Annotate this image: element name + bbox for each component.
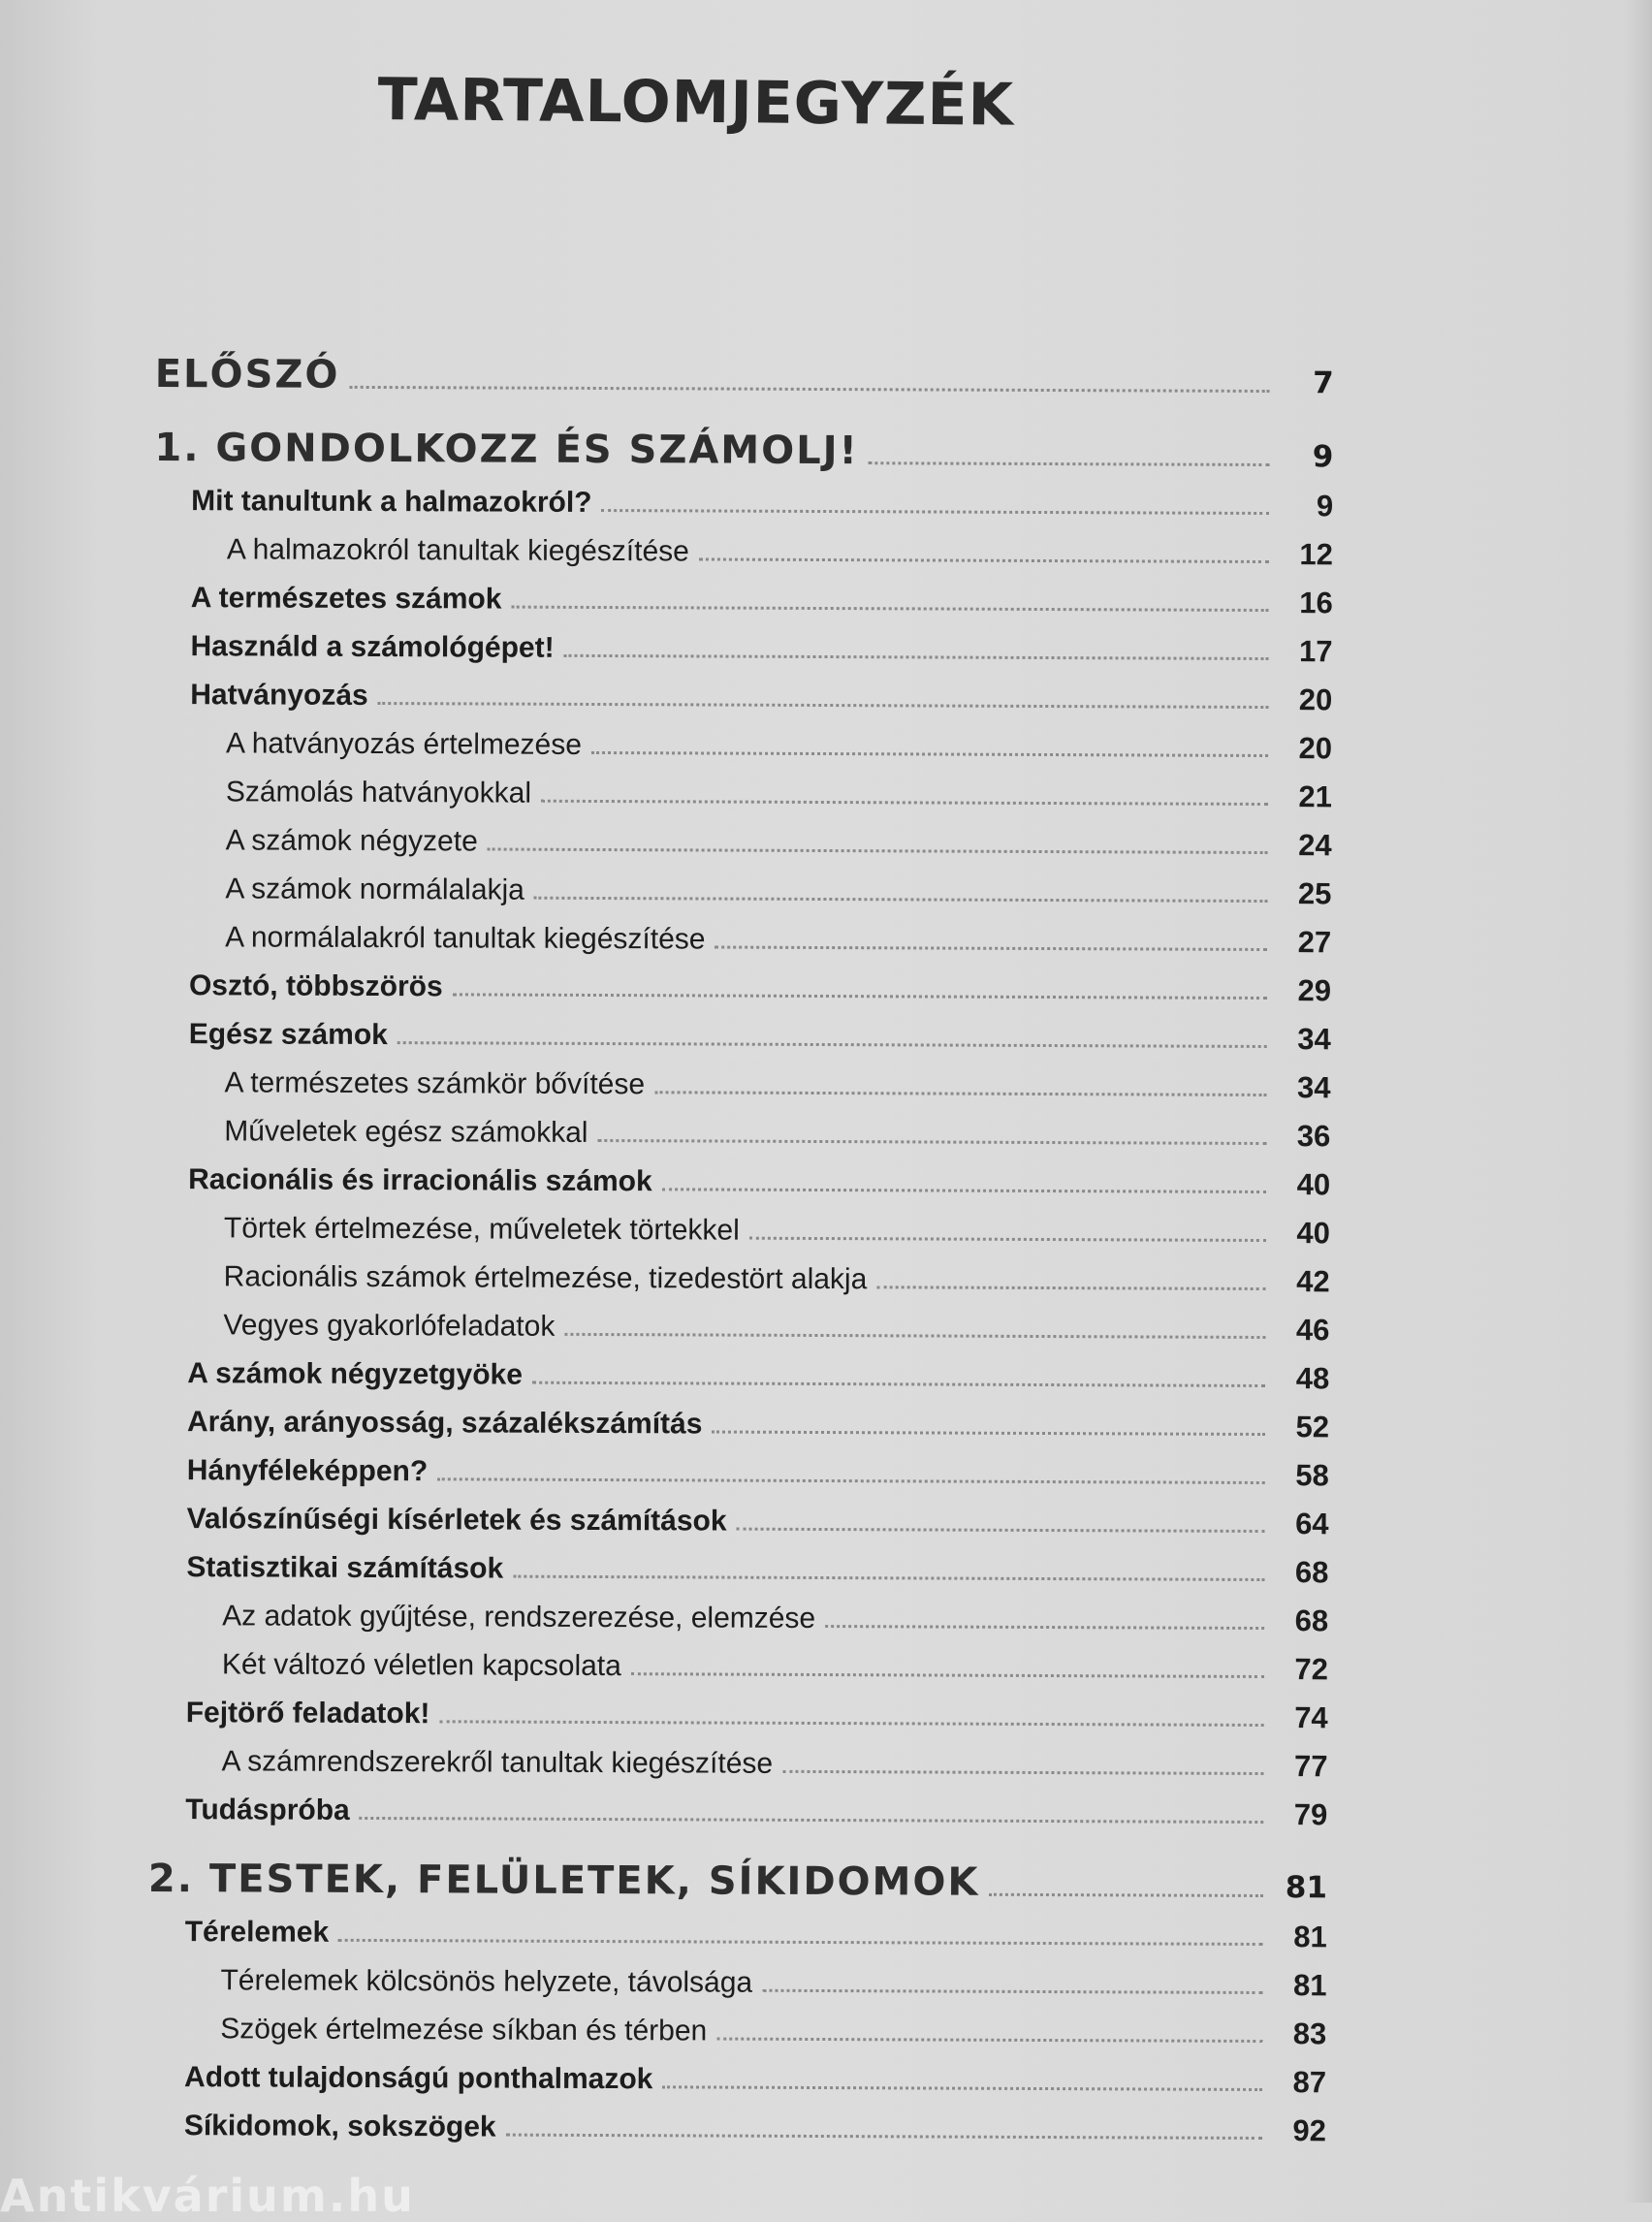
toc-entry-label: A természetes számkör bővítése bbox=[224, 1066, 646, 1101]
toc-entry-sub bbox=[149, 1631, 1329, 1687]
toc-entry-page-number: 58 bbox=[1295, 1458, 1329, 1493]
toc-entry-label: A természetes számok bbox=[190, 582, 502, 616]
dot-leader bbox=[513, 1575, 1264, 1581]
toc-entry-page-number: 16 bbox=[1299, 586, 1333, 620]
toc-entry-label: A normálalakról tanultak kiegészítése bbox=[225, 921, 706, 956]
toc-entry-section bbox=[147, 2092, 1326, 2148]
dot-leader bbox=[699, 557, 1269, 563]
toc-entry-page-number: 87 bbox=[1292, 2065, 1327, 2100]
toc-entry-sub bbox=[149, 1582, 1329, 1638]
toc-entry-sub bbox=[151, 1194, 1330, 1251]
toc-entry-page-number: 92 bbox=[1292, 2113, 1326, 2148]
table-of-contents bbox=[147, 320, 1334, 2148]
toc-entry-sub bbox=[153, 710, 1333, 766]
dot-leader bbox=[602, 509, 1270, 515]
dot-leader bbox=[782, 1770, 1263, 1775]
toc-entry-sub bbox=[150, 1291, 1330, 1348]
dot-leader bbox=[541, 800, 1268, 806]
toc-entry-section bbox=[153, 613, 1333, 669]
toc-entry-page-number: 29 bbox=[1297, 973, 1332, 1008]
toc-entry-page-number: 17 bbox=[1298, 634, 1333, 669]
dot-leader bbox=[869, 461, 1270, 466]
toc-entry-chapter bbox=[147, 1825, 1328, 1906]
toc-entry-page-number: 40 bbox=[1296, 1216, 1330, 1251]
toc-entry-label: Racionális számok értelmezése, tizedestört alakja bbox=[223, 1260, 868, 1296]
toc-entry-page-number: 64 bbox=[1295, 1507, 1329, 1541]
dot-leader bbox=[716, 2038, 1262, 2043]
toc-entry-page-number: 68 bbox=[1294, 1555, 1329, 1590]
dot-leader bbox=[453, 993, 1267, 1000]
dot-leader bbox=[397, 1041, 1267, 1048]
toc-entry-section bbox=[150, 1485, 1329, 1539]
toc-entry-section bbox=[147, 2044, 1327, 2100]
dot-leader bbox=[989, 1893, 1263, 1897]
toc-entry-page-number: 34 bbox=[1297, 1022, 1331, 1057]
toc-entry-section bbox=[150, 1388, 1329, 1442]
toc-entry-page-number: 21 bbox=[1298, 779, 1332, 814]
dot-leader bbox=[532, 1381, 1265, 1387]
dot-leader bbox=[439, 1720, 1263, 1727]
toc-entry-label: Szögek értelmezése síkban és térben bbox=[220, 2013, 708, 2047]
toc-entry-sub bbox=[153, 758, 1332, 814]
toc-entry-label: Térelemek kölcsönös helyzete, távolsága bbox=[220, 1964, 753, 1999]
dot-leader bbox=[715, 946, 1267, 951]
dot-leader bbox=[597, 1139, 1266, 1145]
toc-entry-section bbox=[152, 952, 1332, 1008]
toc-entry-page-number: 34 bbox=[1296, 1070, 1331, 1105]
toc-entry-page-number: 27 bbox=[1297, 925, 1332, 960]
toc-entry-section bbox=[150, 1437, 1329, 1493]
toc-entry-label: Osztó, többszörös bbox=[188, 969, 443, 1003]
toc-entry-sub bbox=[151, 1097, 1331, 1154]
dot-leader bbox=[349, 386, 1269, 393]
toc-entry-page-number: 42 bbox=[1296, 1264, 1330, 1299]
toc-entry-section bbox=[149, 1679, 1328, 1735]
toc-entry-page-number: 72 bbox=[1294, 1652, 1329, 1687]
toc-entry-page-number: 46 bbox=[1295, 1313, 1330, 1348]
toc-entry-label: Hányféleképpen? bbox=[186, 1454, 429, 1488]
dot-leader bbox=[564, 1333, 1265, 1339]
dot-leader bbox=[762, 1989, 1262, 1994]
toc-entry-page-number: 79 bbox=[1293, 1797, 1328, 1832]
dot-leader bbox=[360, 1817, 1264, 1824]
toc-entry-label: Vegyes gyakorlófeladatok bbox=[223, 1309, 556, 1343]
dot-leader bbox=[712, 1431, 1265, 1436]
dot-leader bbox=[654, 1091, 1266, 1096]
toc-entry-label: Törtek értelmezése, műveletek törtekkel bbox=[223, 1212, 740, 1247]
toc-entry-label: Mit tanultunk a halmazokról? bbox=[191, 485, 592, 519]
toc-entry-page-number: 52 bbox=[1295, 1410, 1330, 1444]
dot-leader bbox=[876, 1286, 1265, 1290]
toc-entry-label: A hatványozás értelmezése bbox=[226, 727, 583, 761]
toc-entry-label: Adott tulajdonságú ponthalmazok bbox=[184, 2061, 653, 2096]
toc-entry-label: 2. TESTEK, FELÜLETEK, SÍKIDOMOK bbox=[147, 1856, 980, 1905]
toc-entry-page-number: 81 bbox=[1285, 1870, 1328, 1906]
toc-entry-sub bbox=[152, 1049, 1331, 1105]
toc-entry-page-number: 25 bbox=[1297, 876, 1332, 911]
toc-entry-section bbox=[148, 1776, 1328, 1832]
dot-leader bbox=[506, 2134, 1262, 2140]
toc-entry-page-number: 20 bbox=[1298, 731, 1333, 766]
toc-entry-page-number: 83 bbox=[1292, 2016, 1327, 2051]
toc-entry-label: ELŐSZÓ bbox=[154, 351, 340, 397]
toc-entry-section bbox=[151, 1146, 1331, 1202]
toc-entry-label: Valószínűségi kísérletek és számítások bbox=[186, 1503, 727, 1538]
dot-leader bbox=[749, 1237, 1266, 1242]
toc-entry-label: 1. GONDOLKOZZ ÉS SZÁMOLJ! bbox=[154, 425, 859, 474]
toc-entry-label: Síkidomok, sokszögek bbox=[183, 2110, 496, 2143]
toc-entry-sub bbox=[153, 807, 1332, 863]
toc-entry-page-number: 81 bbox=[1293, 1920, 1327, 1954]
toc-entry-sub bbox=[147, 1995, 1327, 2051]
toc-entry-label: Racionális és irracionális számok bbox=[188, 1163, 652, 1198]
dot-leader bbox=[591, 751, 1268, 757]
dot-leader bbox=[511, 606, 1268, 612]
toc-entry-page-number: 81 bbox=[1292, 1968, 1327, 2003]
toc-entry-label: Használd a számológépet! bbox=[190, 630, 555, 664]
toc-entry-page-number: 20 bbox=[1298, 682, 1333, 717]
toc-entry-label: A számok normálalakja bbox=[225, 873, 524, 906]
toc-entry-sub bbox=[147, 1947, 1327, 2003]
toc-entry-chapter bbox=[154, 394, 1334, 475]
toc-entry-label: A számrendszerekről tanultak kiegészítése bbox=[221, 1745, 774, 1780]
toc-entry-page-number: 7 bbox=[1313, 365, 1334, 401]
toc-entry-section bbox=[150, 1340, 1330, 1396]
dot-leader bbox=[662, 2085, 1262, 2091]
toc-entry-label: Műveletek egész számokkal bbox=[224, 1115, 588, 1149]
toc-entry-label: Arány, arányosság, százalékszámítás bbox=[186, 1406, 703, 1441]
toc-entry-page-number: 68 bbox=[1294, 1603, 1329, 1638]
dot-leader bbox=[631, 1672, 1264, 1678]
dot-leader bbox=[437, 1477, 1265, 1484]
toc-entry-page-number: 48 bbox=[1295, 1361, 1330, 1396]
toc-entry-section bbox=[148, 1898, 1327, 1952]
toc-entry-page-number: 74 bbox=[1294, 1700, 1328, 1735]
toc-entry-label: Statisztikai számítások bbox=[186, 1551, 504, 1585]
toc-entry-label: Két változó véletlen kapcsolata bbox=[221, 1648, 621, 1683]
toc-entry-label: Számolás hatványokkal bbox=[225, 776, 532, 809]
toc-entry-sub bbox=[152, 855, 1332, 911]
toc-entry-page-number: 24 bbox=[1298, 828, 1332, 863]
toc-entry-section bbox=[152, 1000, 1331, 1057]
toc-entry-page-number: 77 bbox=[1293, 1749, 1328, 1784]
toc-entry-section bbox=[149, 1534, 1329, 1590]
toc-entry-label: A halmazokról tanultak kiegészítése bbox=[226, 533, 689, 568]
toc-entry-page-number: 9 bbox=[1312, 439, 1334, 475]
toc-entry-chapter bbox=[154, 320, 1334, 401]
dot-leader bbox=[737, 1528, 1265, 1533]
toc-entry-sub bbox=[151, 1243, 1330, 1299]
toc-entry-label: Tudáspróba bbox=[185, 1793, 350, 1826]
toc-entry-label: Térelemek bbox=[184, 1916, 330, 1949]
dot-leader bbox=[378, 702, 1269, 709]
toc-entry-label: A számok négyzetgyöke bbox=[187, 1357, 524, 1391]
toc-entry-sub bbox=[152, 904, 1332, 960]
dot-leader bbox=[825, 1625, 1264, 1630]
toc-entry-section bbox=[154, 564, 1333, 618]
watermark: Antikvárium.hu bbox=[0, 2170, 415, 2222]
toc-entry-section bbox=[153, 661, 1333, 717]
toc-entry-label: Az adatok gyűjtése, rendszerezése, elemzése bbox=[222, 1600, 816, 1635]
toc-entry-label: Egész számok bbox=[188, 1018, 388, 1052]
page-title: TARTALOMJEGYZÉK bbox=[377, 66, 1015, 140]
toc-entry-section bbox=[154, 467, 1334, 524]
toc-entry-page-number: 40 bbox=[1296, 1167, 1331, 1202]
dot-leader bbox=[662, 1188, 1266, 1193]
toc-entry-label: Hatványozás bbox=[190, 679, 368, 712]
toc-entry-label: A számok négyzete bbox=[225, 824, 478, 858]
toc-entry-sub bbox=[154, 516, 1334, 572]
dot-leader bbox=[564, 654, 1269, 660]
dot-leader bbox=[338, 1939, 1263, 1946]
dot-leader bbox=[488, 848, 1268, 855]
toc-entry-label: Fejtörő feladatok! bbox=[185, 1697, 430, 1730]
toc-entry-page-number: 36 bbox=[1296, 1119, 1331, 1154]
page-edge-shadow bbox=[1623, 0, 1652, 2203]
toc-entry-page-number: 12 bbox=[1299, 537, 1334, 572]
dot-leader bbox=[534, 897, 1268, 903]
toc-entry-sub bbox=[148, 1728, 1328, 1784]
toc-entry-page-number: 9 bbox=[1316, 489, 1334, 524]
